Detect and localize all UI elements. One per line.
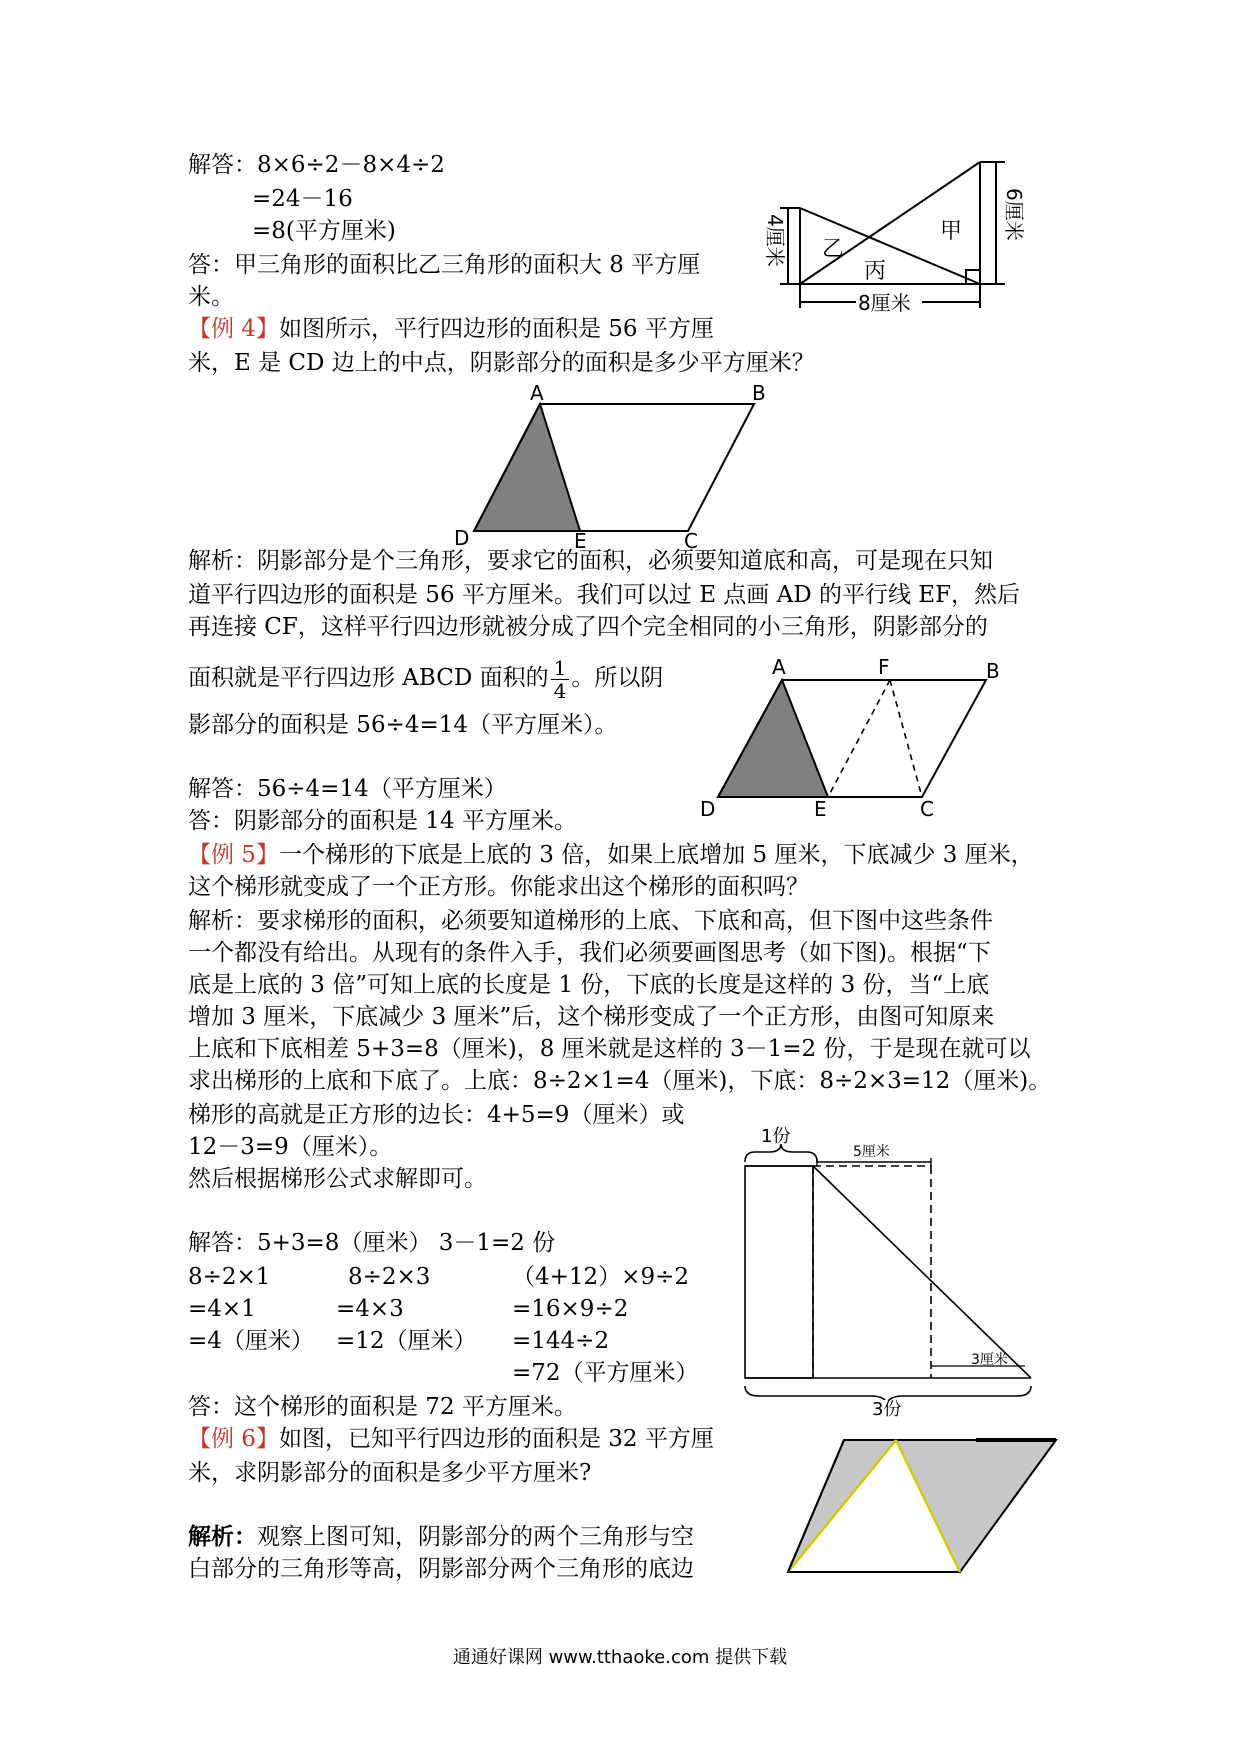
calc-col2: 8÷2×3 [348,1264,431,1290]
trapezoid-square-figure [735,1120,1065,1400]
example-4-tag: 【例 4】 [188,316,279,342]
example-5-tag: 【例 5】 [188,842,279,868]
text-line: 影部分的面积是 56÷4=14（平方厘米）。 [188,712,618,738]
page-footer: 通通好课网 www.tthaoke.com 提供下载 [452,1647,788,1668]
vertex-c: C [920,797,934,821]
text-line: 求出梯形的上底和下底了。上底：8÷2×1=4（厘米)，下底：8÷2×3=12（厘米)。 [188,1068,1052,1094]
calc-col3: =144÷2 [512,1328,610,1354]
text-line: 一个都没有给出。从现有的条件入手，我们必须要画图思考（如下图)。根据“下 [188,940,991,966]
text-line: 12－3=9（厘米）。 [188,1134,393,1160]
text-line: 答：这个梯形的面积是 72 平方厘米。 [188,1394,577,1420]
text-line: 解答：56÷4=14（平方厘米） [188,776,507,802]
parallelogram-figure-1 [440,380,780,550]
vertex-e: E [574,529,587,550]
text-line: 答：阴影部分的面积是 14 平方厘米。 [188,808,577,834]
text-line: 如图所示，平行四边形的面积是 56 平方厘 [278,316,714,342]
calc-col2: =4×3 [336,1296,404,1322]
label-8cm: 8厘米 [858,291,911,315]
vertex-d: D [454,526,470,550]
vertex-b: B [986,659,1000,683]
label-6cm: 6厘米 [1002,188,1026,241]
text-line: 再连接 CF，这样平行四边形就被分成了四个完全相同的小三角形，阴影部分的 [188,614,988,640]
text-line: 观察上图可知，阴影部分的两个三角形与空 [257,1524,694,1550]
fraction-denominator: 4 [553,678,567,703]
fraction-numerator: 1 [551,657,570,680]
vertex-c: C [684,529,698,550]
label-3cm: 3厘米 [971,1352,1008,1368]
text-line: 这个梯形就变成了一个正方形。你能求出这个梯形的面积吗？ [188,874,809,900]
text-line: 解析：阴影部分是个三角形，要求它的面积，必须要知道底和高，可是现在只知 [188,548,993,574]
text-line: =8(平方厘米) [252,218,396,244]
text-line: 一个梯形的下底是上底的 3 倍，如果上底增加 5 厘米，下底减少 3 厘米， [278,842,1034,868]
text-line: 答：甲三角形的面积比乙三角形的面积大 8 平方厘 [188,252,701,278]
text-line: 增加 3 厘米，下底减少 3 厘米”后，这个梯形变成了一个正方形，由图可知原来 [188,1004,995,1030]
label-three-parts: 3份 [872,1399,902,1420]
analysis-tag: 解析： [188,1523,257,1550]
text-line: 面积就是平行四边形 ABCD 面积的 [188,665,549,691]
vertex-a: A [530,381,544,405]
vertex-d: D [700,797,716,821]
calc-col3: =72（平方厘米） [512,1360,699,1386]
calc-col1: =4（厘米） [188,1328,314,1354]
label-yi: 乙 [822,237,845,262]
vertex-f: F [878,655,890,679]
example-4-line [188,314,714,344]
text-line: 解答：5+3=8（厘米） 3－1=2 份 [188,1230,556,1256]
text-line: 梯形的高就是正方形的边长：4+5=9（厘米）或 [188,1102,685,1128]
calc-col3: =16×9÷2 [512,1296,629,1322]
text-line: 。所以阴 [571,665,664,691]
text-line: 解答：8×6÷2－8×4÷2 [188,152,445,178]
example-6-tag: 【例 6】 [188,1426,279,1452]
label-bing: 丙 [864,259,887,284]
vertex-a: A [772,655,786,679]
text-line: 米。 [188,284,234,310]
calc-col3: （4+12）×9÷2 [512,1264,689,1290]
parallelogram-figure-2 [700,652,1020,822]
text-line [188,656,663,702]
text-line: 米，E 是 CD 边上的中点，阴影部分的面积是多少平方厘米？ [188,350,815,376]
calc-col2: =12（厘米） [336,1328,477,1354]
calc-col1: =4×1 [188,1296,256,1322]
text-line: 上底和下底相差 5+3=8（厘米)，8 厘米就是这样的 3－1=2 份，于是现在就可以 [188,1036,1031,1062]
fraction [551,657,570,702]
triangles-figure [760,156,1060,316]
label-jia: 甲 [940,219,963,244]
label-one-part: 1份 [761,1126,791,1147]
text-line: 白部分的三角形等高，阴影部分两个三角形的底边 [188,1556,694,1582]
example-6-line [188,1424,714,1454]
text-line [188,1522,694,1552]
text-line: 道平行四边形的面积是 56 平方厘米。我们可以过 E 点画 AD 的平行线 EF，然后 [188,582,1021,608]
example-5-line [188,840,1034,870]
text-line: 如图，已知平行四边形的面积是 32 平方厘 [278,1426,714,1452]
label-5cm: 5厘米 [853,1144,890,1160]
vertex-b: B [752,381,766,405]
parallelogram-figure-3 [780,1424,1070,1584]
vertex-e: E [814,797,827,821]
text-line: 底是上底的 3 倍”可知上底的长度是 1 份，下底的长度是这样的 3 份，当“上底 [188,972,990,998]
text-line: =24－16 [252,186,353,212]
text-line: 米，求阴影部分的面积是多少平方厘米? [188,1460,592,1486]
calc-col1: 8÷2×1 [188,1264,271,1290]
text-line: 解析：要求梯形的面积，必须要知道梯形的上底、下底和高，但下图中这些条件 [188,908,993,934]
label-4cm: 4厘米 [763,214,787,267]
text-line: 然后根据梯形公式求解即可。 [188,1166,487,1192]
